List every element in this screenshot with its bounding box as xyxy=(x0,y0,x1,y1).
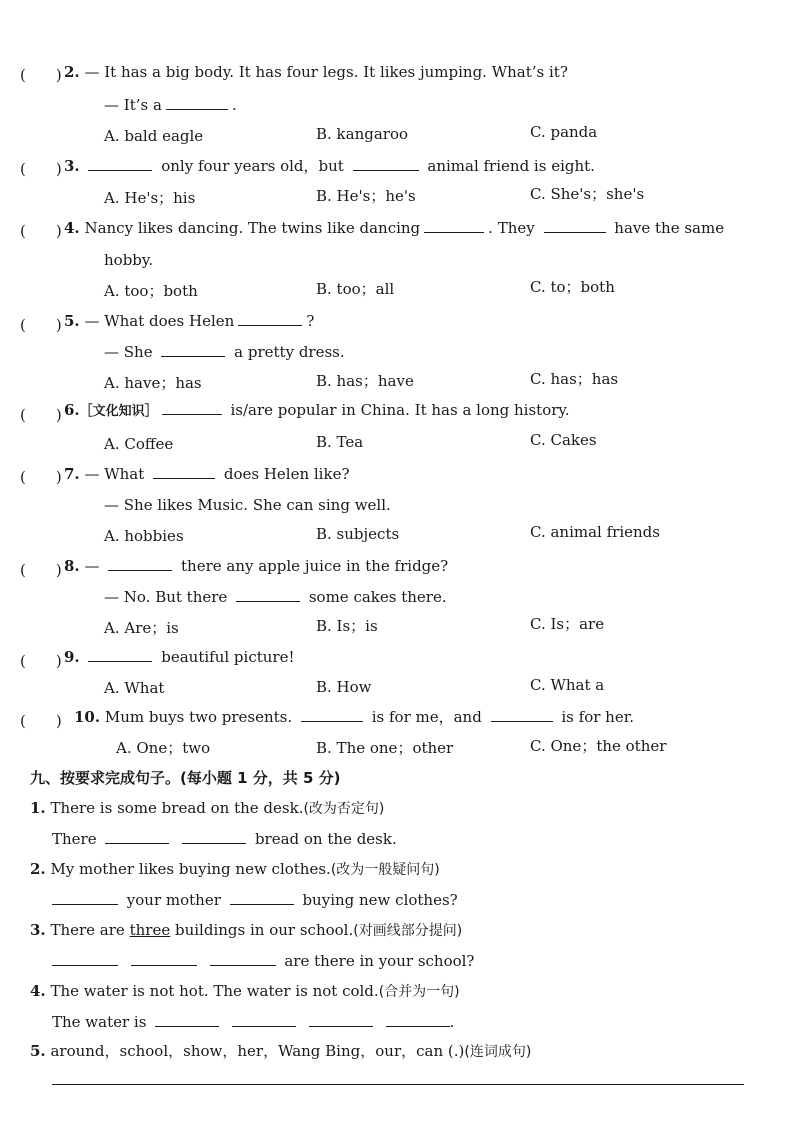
punctuation: . xyxy=(449,1013,455,1031)
answer-paren[interactable]: ( ) xyxy=(20,712,62,730)
answer-paren[interactable]: ( ) xyxy=(20,222,62,240)
question-text: only four years old，but xyxy=(161,157,344,175)
answer-blank[interactable] xyxy=(108,556,172,571)
option-a[interactable]: A. hobbies xyxy=(104,527,184,545)
answer-blank[interactable] xyxy=(424,218,484,233)
answer-blank[interactable] xyxy=(544,218,606,233)
question-text: a pretty dress. xyxy=(234,343,345,361)
question-text: beautiful picture! xyxy=(161,648,295,666)
item-prompt: The water is not hot. The water is not cold. xyxy=(50,982,379,1000)
answer-blank[interactable] xyxy=(52,951,118,966)
answer-text: bread on the desk. xyxy=(254,830,397,848)
item-number: 4. xyxy=(30,982,46,1000)
answer-blank[interactable] xyxy=(301,707,363,722)
question-number: 7. xyxy=(64,465,80,483)
answer-blank[interactable] xyxy=(52,890,118,905)
section-title: 九、按要求完成句子。(每小题 1 分，共 5 分) xyxy=(30,769,341,787)
answer-blank[interactable] xyxy=(88,647,152,662)
question-number: 8. xyxy=(64,557,80,575)
option-c[interactable]: C. animal friends xyxy=(530,523,660,541)
item-number: 2. xyxy=(30,860,46,878)
question-text: animal friend is eight. xyxy=(427,157,595,175)
rewrite-item-4 xyxy=(30,981,460,1002)
question-text: hobby. xyxy=(104,251,154,269)
answer-text: are there in your school? xyxy=(284,952,475,970)
rewrite-answer-4 xyxy=(52,1012,454,1032)
option-b[interactable]: B. Tea xyxy=(316,433,364,451)
item-hint: (改为一般疑问句) xyxy=(330,862,440,878)
answer-text: There xyxy=(52,830,97,848)
answer-text: your mother xyxy=(126,891,221,909)
answer-blank[interactable] xyxy=(230,890,294,905)
option-a[interactable]: A. Are；is xyxy=(104,619,179,637)
question-text: — She xyxy=(104,343,153,361)
answer-blank[interactable] xyxy=(386,1012,450,1027)
question-number: 10. xyxy=(74,708,101,726)
underlined-word: three xyxy=(129,921,171,939)
rewrite-answer-1 xyxy=(52,829,397,849)
answer-paren[interactable]: ( ) xyxy=(20,316,62,334)
option-b[interactable]: B. The one；other xyxy=(316,739,454,757)
option-a[interactable]: A. Coffee xyxy=(104,435,174,453)
answer-paren[interactable]: ( ) xyxy=(20,66,62,84)
option-b[interactable]: B. kangaroo xyxy=(316,125,409,143)
item-prompt: buildings in our school. xyxy=(175,921,354,939)
question-text: some cakes there. xyxy=(308,588,447,606)
question-text: Nancy likes dancing. The twins like dancing xyxy=(84,219,421,237)
question-text: have the same xyxy=(614,219,725,237)
option-b[interactable]: B. too；all xyxy=(316,280,395,298)
rewrite-item-3 xyxy=(30,920,462,941)
option-c[interactable]: C. Is；are xyxy=(530,615,605,633)
item-number: 3. xyxy=(30,921,46,939)
option-a[interactable]: A. too；both xyxy=(104,282,198,300)
question-text: — It’s a xyxy=(104,96,162,114)
answer-blank[interactable] xyxy=(236,587,300,602)
answer-blank[interactable] xyxy=(309,1012,373,1027)
answer-text: The water is xyxy=(52,1013,147,1031)
question-text: — What xyxy=(84,465,145,483)
answer-blank[interactable] xyxy=(155,1012,219,1027)
question-text: — It has a big body. It has four legs. It likes jumping. What’s it? xyxy=(84,63,568,81)
question-number: 6. xyxy=(64,401,80,419)
option-c[interactable]: C. She's；she's xyxy=(530,185,645,203)
rewrite-item-2 xyxy=(30,859,440,880)
option-c[interactable]: C. Cakes xyxy=(530,431,597,449)
question-number: 9. xyxy=(64,648,80,666)
answer-paren[interactable]: ( ) xyxy=(20,468,62,486)
answer-blank[interactable] xyxy=(162,400,222,415)
question-text: — No. But there xyxy=(104,588,228,606)
question-text: there any apple juice in the fridge? xyxy=(181,557,449,575)
question-text: — She likes Music. She can sing well. xyxy=(104,496,391,514)
option-c[interactable]: C. What a xyxy=(530,676,605,694)
option-c[interactable]: C. has；has xyxy=(530,370,619,388)
item-number: 1. xyxy=(30,799,46,817)
punctuation: . xyxy=(231,96,237,114)
option-b[interactable]: B. How xyxy=(316,678,372,696)
answer-paren[interactable]: ( ) xyxy=(20,406,62,424)
question-text: . They xyxy=(488,219,535,237)
question-text: does Helen like? xyxy=(223,465,350,483)
punctuation: ? xyxy=(306,312,315,330)
answer-blank[interactable] xyxy=(153,464,215,479)
option-a[interactable]: A. have；has xyxy=(104,374,202,392)
item-prompt: There are xyxy=(50,921,125,939)
answer-text: buying new clothes? xyxy=(302,891,458,909)
item-hint: (改为否定句) xyxy=(303,801,385,817)
option-c[interactable]: C. to；both xyxy=(530,278,615,296)
question-number: 5. xyxy=(64,312,80,330)
question-text: is/are popular in China. It has a long history. xyxy=(230,401,570,419)
option-a[interactable]: A. bald eagle xyxy=(104,127,204,145)
answer-blank[interactable] xyxy=(131,951,197,966)
answer-blank[interactable] xyxy=(491,707,553,722)
answer-blank[interactable] xyxy=(210,951,276,966)
option-b[interactable]: B. Is；is xyxy=(316,617,378,635)
item-prompt: My mother likes buying new clothes. xyxy=(50,860,331,878)
rewrite-item-1 xyxy=(30,798,384,819)
answer-blank[interactable] xyxy=(182,829,246,844)
answer-blank[interactable] xyxy=(166,95,228,110)
option-b[interactable]: B. has；have xyxy=(316,372,414,390)
item-prompt: around，school，show，her，Wang Bing，our，can (.) xyxy=(50,1042,465,1060)
question-text: — xyxy=(84,557,100,575)
answer-line[interactable] xyxy=(52,1084,744,1085)
option-a[interactable]: A. He's；his xyxy=(104,189,196,207)
answer-paren[interactable]: ( ) xyxy=(20,652,62,670)
question-text: Mum buys two presents. xyxy=(104,708,293,726)
culture-tag: ［文化知识］ xyxy=(79,404,158,419)
option-c[interactable]: C. One；the other xyxy=(530,737,667,755)
option-a[interactable]: A. What xyxy=(104,679,165,697)
answer-blank[interactable] xyxy=(353,156,419,171)
answer-blank[interactable] xyxy=(88,156,152,171)
question-number: 4. xyxy=(64,219,80,237)
item-hint: (连词成句) xyxy=(464,1044,532,1060)
rewrite-answer-2 xyxy=(48,890,458,910)
item-prompt: There is some bread on the desk. xyxy=(50,799,304,817)
item-number: 5. xyxy=(30,1042,46,1060)
answer-blank[interactable] xyxy=(238,311,302,326)
answer-blank[interactable] xyxy=(232,1012,296,1027)
question-number: 2. xyxy=(64,63,80,81)
question-text: is for her. xyxy=(561,708,634,726)
question-text: is for me，and xyxy=(371,708,482,726)
item-hint: (对画线部分提问) xyxy=(353,923,463,939)
answer-paren[interactable]: ( ) xyxy=(20,561,62,579)
option-a[interactable]: A. One；two xyxy=(116,739,211,757)
answer-blank[interactable] xyxy=(105,829,169,844)
rewrite-answer-3 xyxy=(48,951,474,971)
answer-paren[interactable]: ( ) xyxy=(20,160,62,178)
rewrite-item-5 xyxy=(30,1041,531,1062)
question-number: 3. xyxy=(64,157,80,175)
answer-blank[interactable] xyxy=(161,342,225,357)
item-hint: (合并为一句) xyxy=(378,984,460,1000)
option-b[interactable]: B. subjects xyxy=(316,525,400,543)
option-b[interactable]: B. He's；he's xyxy=(316,187,416,205)
question-text: — What does Helen xyxy=(84,312,235,330)
option-c[interactable]: C. panda xyxy=(530,123,598,141)
